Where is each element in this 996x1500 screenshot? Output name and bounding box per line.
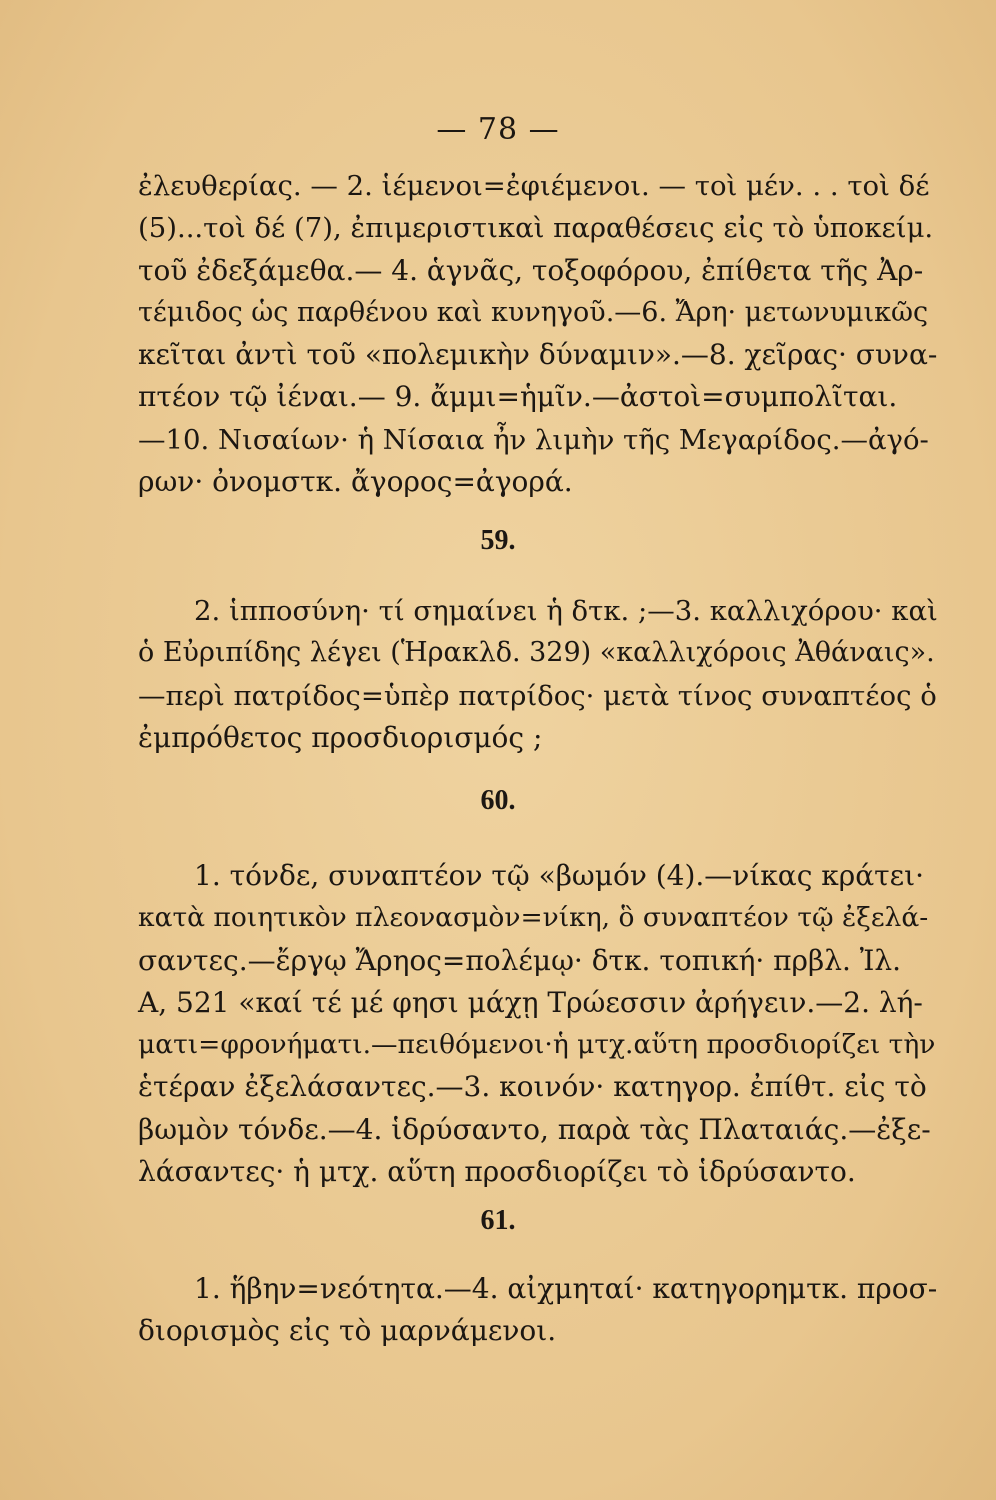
text-line: τέμιδος ὡς παρθένου καὶ κυνηγοῦ.—6. Ἄρη· μετωνυμικῶς (138, 296, 929, 328)
text-line: 1. τόνδε, συναπτέον τῷ «βωμόν (4).—νίκας κράτει· (194, 859, 925, 892)
page-number: — 78 — (436, 112, 560, 147)
text-line: σαντες.—ἔργῳ Ἄρηος=πολέμῳ· δτκ. τοπική· πρβλ. Ἰλ. (138, 943, 901, 977)
section-heading-59: 59. (480, 525, 516, 556)
notes-block-59 (138, 590, 938, 759)
text-line: ματι=φρονήματι.—πειθόμενοι·ἡ μτχ.αὕτη προσδιορίζει τὴν (138, 1029, 936, 1061)
notes-block-60 (138, 855, 938, 1193)
text-line: πτέον τῷ ἰέναι.— 9. ἄμμι=ἡμῖν.—ἀστοὶ=συμπολῖται. (138, 380, 898, 414)
text-line: 1. ἥβην=νεότητα.—4. αἰχμηταί· κατηγορημτκ. προσ- (194, 1272, 938, 1305)
notes-block-58 (138, 165, 938, 503)
text-line: ἑτέραν ἐξελάσαντες.—3. κοινόν· κατηγορ. ἐπίθτ. εἰς τὸ (138, 1070, 927, 1104)
text-line: ρων· ὀνομστκ. ἄγορος=ἀγορά. (138, 465, 573, 499)
text-line: ἐλευθερίας. — 2. ἱέμενοι=ἐφιέμενοι. — τοὶ μέν. . . τοὶ δέ (138, 170, 930, 202)
section-heading-61: 61. (480, 1205, 516, 1236)
notes-block-61 (138, 1268, 938, 1353)
text-line: τοῦ ἐδεξάμεθα.— 4. ἁγνᾶς, τοξοφόρου, ἐπίθετα τῆς Ἀρ- (138, 253, 924, 287)
text-line: ὁ Εὐριπίδης λέγει (Ἡρακλδ. 329) «καλλιχόροις Ἀθάναις». (138, 637, 935, 669)
text-line: κατὰ ποιητικὸν πλεονασμὸν=νίκη, ὃ συναπτέον τῷ ἐξελά- (138, 902, 929, 934)
text-line: 2. ἱπποσύνη· τί σημαίνει ἡ δτκ. ;—3. καλλιχόρου· καὶ (194, 595, 938, 627)
text-line: —10. Νισαίων· ἡ Νίσαια ἦν λιμὴν τῆς Μεγαρίδος.—ἀγό- (138, 423, 929, 456)
section-heading-60: 60. (480, 785, 516, 816)
text-line: διορισμὸς εἰς τὸ μαρνάμενοι. (138, 1314, 557, 1348)
text-line: ἐμπρόθετος προσδιορισμός ; (138, 720, 543, 754)
text-line: (5)...τοὶ δέ (7), ἐπιμεριστικαὶ παραθέσεις εἰς τὸ ὑποκείμ. (138, 212, 934, 245)
text-line: Α, 521 «καί τέ μέ φησι μάχῃ Τρώεσσιν ἀρήγειν.—2. λή- (138, 985, 923, 1019)
text-line: βωμὸν τόνδε.—4. ἱδρύσαντο, παρὰ τὰς Πλαταιάς.—ἐξε- (138, 1112, 931, 1146)
text-line: κεῖται ἀντὶ τοῦ «πολεμικὴν δύναμιν».—8. χεῖρας· συνα- (138, 338, 938, 372)
text-line: λάσαντες· ἡ μτχ. αὕτη προσδιορίζει τὸ ἱδρύσαντο. (138, 1155, 856, 1189)
text-line: —περὶ πατρίδος=ὑπὲρ πατρίδος· μετὰ τίνος συναπτέος ὁ (138, 679, 937, 712)
